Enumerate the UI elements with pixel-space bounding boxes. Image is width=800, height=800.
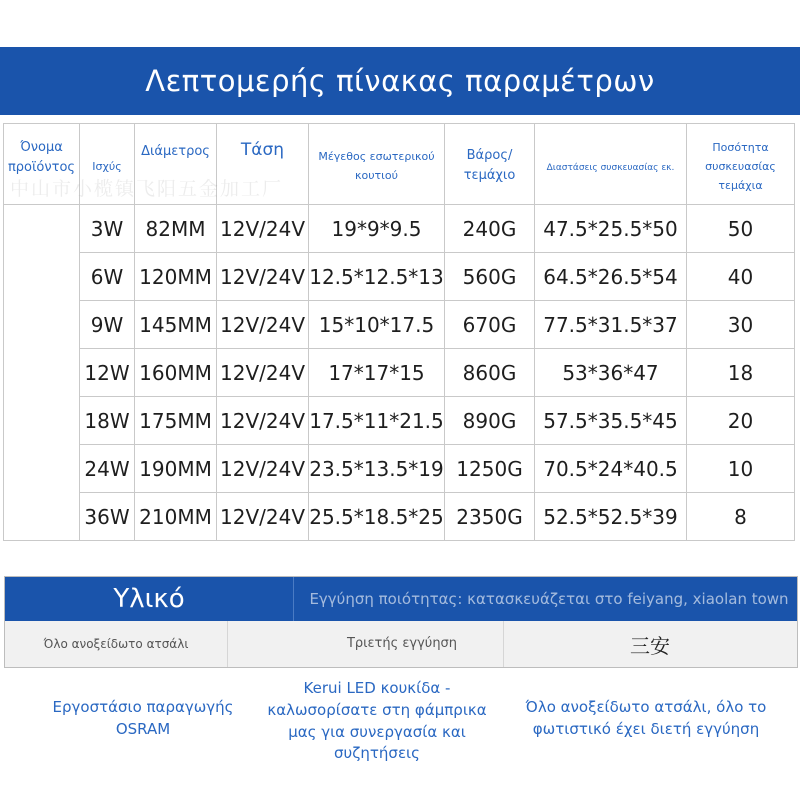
cell-quantity: 30 bbox=[687, 301, 795, 349]
cell-diameter: 210MM bbox=[135, 493, 217, 541]
cell-diameter: 82MM bbox=[135, 205, 217, 253]
cell-diameter: 160MM bbox=[135, 349, 217, 397]
cell-inner-box: 17*17*15 bbox=[309, 349, 445, 397]
warranty-value: Τριετής εγγύηση bbox=[346, 635, 458, 651]
table-row bbox=[4, 349, 795, 397]
cell-voltage: 12V/24V bbox=[217, 301, 309, 349]
product-name-cell bbox=[4, 205, 80, 253]
cell-voltage: 12V/24V bbox=[217, 253, 309, 301]
product-name-cell bbox=[4, 349, 80, 397]
product-name-cell bbox=[4, 253, 80, 301]
cell-quantity: 40 bbox=[687, 253, 795, 301]
cell-power: 3W bbox=[80, 205, 135, 253]
header-inner-box-size: Μέγεθος εσωτερικού κουτιού bbox=[309, 124, 445, 205]
cell-diameter: 145MM bbox=[135, 301, 217, 349]
cell-inner-box: 15*10*17.5 bbox=[309, 301, 445, 349]
cell-power: 36W bbox=[80, 493, 135, 541]
cell-quantity: 10 bbox=[687, 445, 795, 493]
cell-power: 18W bbox=[80, 397, 135, 445]
cell-carton: 57.5*35.5*45 bbox=[535, 397, 687, 445]
cell-diameter: 175MM bbox=[135, 397, 217, 445]
cell-inner-box: 25.5*18.5*25 bbox=[309, 493, 445, 541]
cell-inner-box: 19*9*9.5 bbox=[309, 205, 445, 253]
cell-weight: 890G bbox=[445, 397, 535, 445]
cell-inner-box: 12.5*12.5*13 bbox=[309, 253, 445, 301]
cell-voltage: 12V/24V bbox=[217, 445, 309, 493]
header-product-name: Όνομα προϊόντος bbox=[4, 124, 80, 205]
table-row bbox=[4, 493, 795, 541]
chip-brand-value: 三安 bbox=[630, 633, 670, 658]
cell-weight: 560G bbox=[445, 253, 535, 301]
cell-quantity: 20 bbox=[687, 397, 795, 445]
feature-factory: Εργοστάσιο παραγωγής OSRAM bbox=[52, 698, 234, 738]
cell-quantity: 18 bbox=[687, 349, 795, 397]
table-row bbox=[4, 301, 795, 349]
header-carton-dimensions: Διαστάσεις συσκευασίας εκ. bbox=[535, 124, 687, 205]
product-name-cell bbox=[4, 493, 80, 541]
material-value: Όλο ανοξείδωτο ατσάλι bbox=[43, 637, 189, 651]
cell-voltage: 12V/24V bbox=[217, 493, 309, 541]
product-name-cell bbox=[4, 397, 80, 445]
table-row bbox=[4, 397, 795, 445]
cell-voltage: 12V/24V bbox=[217, 205, 309, 253]
parameter-table bbox=[3, 123, 795, 541]
header-weight: Βάρος/τεμάχιο bbox=[445, 124, 535, 205]
cell-diameter: 190MM bbox=[135, 445, 217, 493]
cell-carton: 64.5*26.5*54 bbox=[535, 253, 687, 301]
header-diameter: Διάμετρος bbox=[135, 124, 217, 205]
cell-voltage: 12V/24V bbox=[217, 397, 309, 445]
product-name-cell bbox=[4, 301, 80, 349]
header-power: Ισχύς bbox=[80, 124, 135, 205]
material-table bbox=[4, 576, 798, 668]
banner-title: Λεπτομερής πίνακας παραμέτρων bbox=[145, 64, 655, 98]
cell-power: 9W bbox=[80, 301, 135, 349]
cell-carton: 70.5*24*40.5 bbox=[535, 445, 687, 493]
cell-weight: 1250G bbox=[445, 445, 535, 493]
cell-inner-box: 17.5*11*21.5 bbox=[309, 397, 445, 445]
cell-carton: 52.5*52.5*39 bbox=[535, 493, 687, 541]
table-header-row bbox=[4, 124, 795, 205]
title-banner bbox=[0, 47, 800, 115]
product-name-cell bbox=[4, 445, 80, 493]
cell-inner-box: 23.5*13.5*19 bbox=[309, 445, 445, 493]
cell-carton: 77.5*31.5*37 bbox=[535, 301, 687, 349]
warranty-header: Εγγύηση ποιότητας: κατασκευάζεται στο feiyang, xiaolan town bbox=[309, 590, 789, 608]
watermark: 中山市小榄镇飞阳五金加工厂 bbox=[10, 178, 284, 200]
cell-carton: 53*36*47 bbox=[535, 349, 687, 397]
table-row bbox=[4, 445, 795, 493]
divider bbox=[227, 621, 228, 667]
divider bbox=[293, 577, 294, 621]
cell-voltage: 12V/24V bbox=[217, 349, 309, 397]
cell-diameter: 120MM bbox=[135, 253, 217, 301]
table-row bbox=[4, 253, 795, 301]
cell-weight: 670G bbox=[445, 301, 535, 349]
cell-carton: 47.5*25.5*50 bbox=[535, 205, 687, 253]
header-voltage: Τάση bbox=[217, 124, 309, 205]
table-row bbox=[4, 205, 795, 253]
cell-power: 12W bbox=[80, 349, 135, 397]
feature-led-chip: Kerui LED κουκίδα - καλωσορίσατε στη φάμπρικα μας για συνεργασία και συζητήσεις bbox=[267, 679, 487, 763]
cell-quantity: 50 bbox=[687, 205, 795, 253]
feature-stainless-warranty: Όλο ανοξείδωτο ατσάλι, όλο το φωτιστικό έχει διετή εγγύηση bbox=[525, 698, 767, 738]
cell-power: 6W bbox=[80, 253, 135, 301]
cell-weight: 2350G bbox=[445, 493, 535, 541]
header-package-quantity: Ποσότητα συσκευασίας τεμάχια bbox=[687, 124, 795, 205]
cell-weight: 240G bbox=[445, 205, 535, 253]
cell-weight: 860G bbox=[445, 349, 535, 397]
material-title: Υλικό bbox=[113, 584, 185, 614]
cell-power: 24W bbox=[80, 445, 135, 493]
cell-quantity: 8 bbox=[687, 493, 795, 541]
